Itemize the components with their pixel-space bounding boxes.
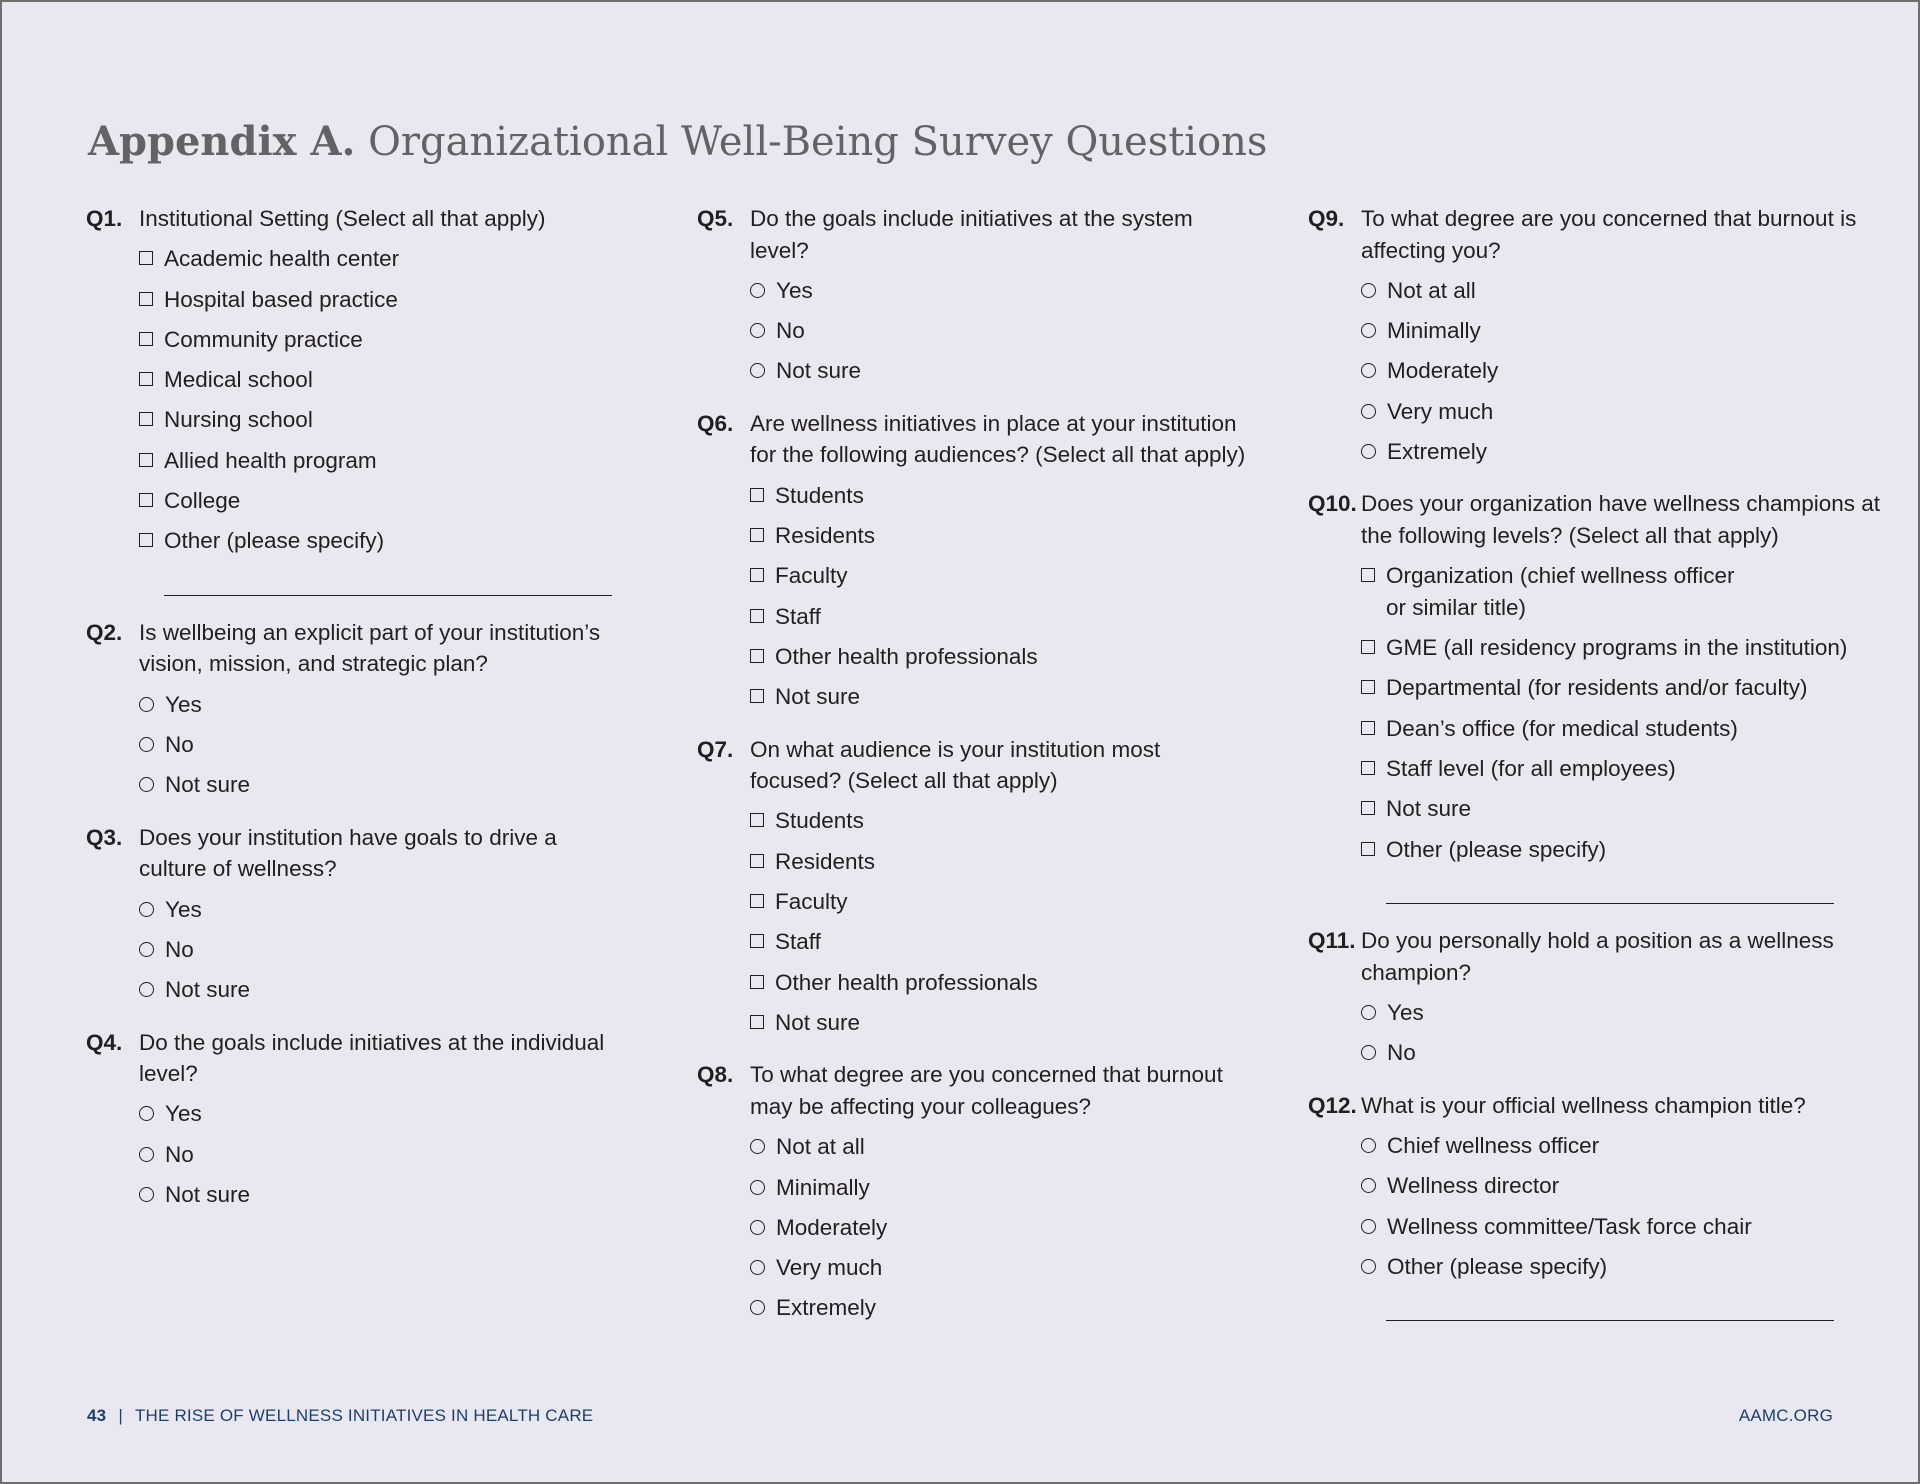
option-staff-level[interactable]: Staff level (for all employees) — [1361, 753, 1888, 785]
radio-icon[interactable] — [750, 1300, 765, 1315]
checkbox-icon[interactable] — [139, 251, 153, 265]
specify-answer-line[interactable] — [1386, 903, 1834, 904]
radio-icon[interactable] — [1361, 1005, 1376, 1020]
option-moderately[interactable]: Moderately — [1361, 355, 1888, 387]
checkbox-icon[interactable] — [1361, 721, 1375, 735]
question-text: Institutional Setting (Select all that apply) — [139, 206, 546, 231]
option-minimally[interactable]: Minimally — [750, 1172, 1257, 1204]
question-number: Q3. — [86, 824, 123, 850]
checkbox-icon[interactable] — [1361, 801, 1375, 815]
option-academic-health-center[interactable]: Academic health center — [139, 243, 626, 275]
radio-icon[interactable] — [139, 982, 154, 997]
question-text: Does your organization have wellness champions at the following levels? (Select all that apply) — [1361, 491, 1881, 548]
checkbox-icon[interactable] — [1361, 761, 1375, 775]
checkbox-icon[interactable] — [750, 894, 764, 908]
radio-icon[interactable] — [1361, 444, 1376, 459]
radio-icon[interactable] — [1361, 1138, 1376, 1153]
option-students[interactable]: Students — [750, 480, 1257, 512]
option-very-much[interactable]: Very much — [750, 1252, 1257, 1284]
option-moderately[interactable]: Moderately — [750, 1212, 1257, 1244]
title-appendix-label: Appendix A. — [88, 118, 356, 165]
question-number: Q5. — [697, 206, 734, 231]
option-no[interactable]: No — [139, 729, 626, 761]
question-q8 — [697, 1059, 1257, 1323]
option-staff[interactable]: Staff — [750, 601, 1257, 633]
column-1 — [86, 203, 626, 1232]
specify-answer-line[interactable] — [164, 595, 612, 596]
option-extremely[interactable]: Extremely — [750, 1292, 1257, 1324]
radio-icon[interactable] — [139, 902, 154, 917]
question-number: Q11. — [1308, 928, 1356, 954]
checkbox-icon[interactable] — [750, 649, 764, 663]
checkbox-icon[interactable] — [750, 813, 764, 827]
radio-icon[interactable] — [1361, 283, 1376, 298]
question-q2 — [86, 617, 626, 801]
option-yes[interactable]: Yes — [139, 1098, 626, 1130]
radio-icon[interactable] — [1361, 1045, 1376, 1060]
question-number: Q1. — [86, 206, 123, 231]
option-no[interactable]: No — [1361, 1037, 1888, 1069]
radio-icon[interactable] — [750, 363, 765, 378]
question-text: To what degree are you concerned that burnout may be affecting your colleagues? — [750, 1062, 1223, 1119]
question-text: Do the goals include initiatives at the individual level? — [139, 1029, 605, 1087]
option-medical-school[interactable]: Medical school — [139, 364, 626, 396]
option-nursing-school[interactable]: Nursing school — [139, 404, 626, 436]
option-hospital-based-practice[interactable]: Hospital based practice — [139, 284, 626, 316]
checkbox-icon[interactable] — [139, 493, 153, 507]
page-number: 43 — [87, 1406, 107, 1425]
radio-icon[interactable] — [139, 697, 154, 712]
footer-left — [87, 1406, 593, 1426]
radio-icon[interactable] — [750, 323, 765, 338]
question-q4 — [86, 1027, 626, 1211]
radio-icon[interactable] — [139, 1187, 154, 1202]
option-other[interactable]: Other (please specify) — [1361, 834, 1888, 866]
checkbox-icon[interactable] — [1361, 568, 1375, 582]
option-other[interactable]: Other (please specify) — [139, 525, 626, 557]
option-not-at-all[interactable]: Not at all — [1361, 275, 1888, 307]
option-extremely[interactable]: Extremely — [1361, 436, 1888, 468]
question-q9 — [1308, 203, 1888, 467]
option-other-health-professionals[interactable]: Other health professionals — [750, 641, 1257, 673]
question-text: To what degree are you concerned that burnout is affecting you? — [1361, 206, 1857, 263]
option-chief-wellness-officer[interactable]: Chief wellness officer — [1361, 1130, 1888, 1162]
checkbox-icon[interactable] — [139, 292, 153, 306]
question-number: Q7. — [697, 736, 734, 762]
option-faculty[interactable]: Faculty — [750, 560, 1257, 592]
radio-icon[interactable] — [1361, 1259, 1376, 1274]
footer-separator: | — [118, 1406, 123, 1425]
checkbox-icon[interactable] — [1361, 842, 1375, 856]
option-yes[interactable]: Yes — [750, 275, 1257, 307]
option-organization[interactable]: Organization (chief wellness officer or similar title) — [1361, 560, 1888, 623]
footer-site-link[interactable]: AAMC.ORG — [1738, 1406, 1833, 1425]
question-q11 — [1308, 925, 1888, 1069]
checkbox-icon[interactable] — [139, 412, 153, 426]
question-text: On what audience is your institution most focused? (Select all that apply) — [750, 736, 1161, 794]
checkbox-icon[interactable] — [750, 568, 764, 582]
option-students[interactable]: Students — [750, 805, 1257, 837]
option-yes[interactable]: Yes — [139, 894, 626, 926]
checkbox-icon[interactable] — [139, 332, 153, 346]
radio-icon[interactable] — [139, 737, 154, 752]
question-text: Is wellbeing an explicit part of your institution’s vision, mission, and strategic plan? — [139, 619, 601, 677]
checkbox-icon[interactable] — [750, 488, 764, 502]
option-not-at-all[interactable]: Not at all — [750, 1131, 1257, 1163]
question-number: Q9. — [1308, 206, 1345, 231]
option-wellness-director[interactable]: Wellness director — [1361, 1170, 1888, 1202]
question-number: Q4. — [86, 1029, 123, 1055]
checkbox-icon[interactable] — [1361, 680, 1375, 694]
option-not-sure[interactable]: Not sure — [139, 974, 626, 1006]
checkbox-icon[interactable] — [750, 1015, 764, 1029]
question-q1 — [86, 203, 626, 596]
column-2 — [697, 203, 1257, 1345]
option-yes[interactable]: Yes — [139, 689, 626, 721]
option-wellness-committee-chair[interactable]: Wellness committee/Task force chair — [1361, 1211, 1888, 1243]
checkbox-icon[interactable] — [750, 854, 764, 868]
radio-icon[interactable] — [1361, 1178, 1376, 1193]
radio-icon[interactable] — [1361, 1219, 1376, 1234]
option-gme[interactable]: GME (all residency programs in the institution) — [1361, 632, 1888, 664]
radio-icon[interactable] — [750, 1260, 765, 1275]
option-very-much[interactable]: Very much — [1361, 396, 1888, 428]
option-residents[interactable]: Residents — [750, 846, 1257, 878]
checkbox-icon[interactable] — [139, 372, 153, 386]
option-allied-health-program[interactable]: Allied health program — [139, 445, 626, 477]
radio-icon[interactable] — [1361, 323, 1376, 338]
question-q12 — [1308, 1090, 1888, 1322]
option-no[interactable]: No — [750, 315, 1257, 347]
radio-icon[interactable] — [139, 942, 154, 957]
question-number: Q10. — [1308, 491, 1357, 517]
title-text: Organizational Well-Being Survey Questions — [355, 119, 1268, 165]
question-number: Q2. — [86, 619, 123, 645]
question-text: Do you personally hold a position as a wellness champion? — [1361, 928, 1834, 985]
radio-icon[interactable] — [750, 1220, 765, 1235]
question-number: Q6. — [697, 410, 734, 436]
option-not-sure[interactable]: Not sure — [139, 1179, 626, 1211]
option-deans-office[interactable]: Dean’s office (for medical students) — [1361, 713, 1888, 745]
option-residents[interactable]: Residents — [750, 520, 1257, 552]
document-title: THE RISE OF WELLNESS INITIATIVES IN HEALTH CARE — [134, 1406, 594, 1425]
page-title — [88, 118, 1267, 165]
option-no[interactable]: No — [139, 934, 626, 966]
radio-icon[interactable] — [139, 1106, 154, 1121]
option-not-sure[interactable]: Not sure — [139, 769, 626, 801]
question-text: What is your official wellness champion title? — [1361, 1092, 1806, 1118]
question-q5 — [697, 203, 1257, 387]
question-text: Do the goals include initiatives at the system level? — [750, 206, 1193, 263]
checkbox-icon[interactable] — [750, 934, 764, 948]
checkbox-icon[interactable] — [139, 453, 153, 467]
option-other[interactable]: Other (please specify) — [1361, 1251, 1888, 1283]
option-not-sure[interactable]: Not sure — [750, 681, 1257, 713]
specify-answer-line[interactable] — [1386, 1320, 1834, 1321]
option-departmental[interactable]: Departmental (for residents and/or faculty) — [1361, 672, 1888, 704]
checkbox-icon[interactable] — [750, 528, 764, 542]
checkbox-icon[interactable] — [750, 609, 764, 623]
question-number: Q12. — [1308, 1092, 1357, 1118]
option-staff[interactable]: Staff — [750, 926, 1257, 958]
question-q3 — [86, 822, 626, 1006]
question-q7 — [697, 734, 1257, 1039]
question-text: Does your institution have goals to drive a culture of wellness? — [139, 824, 557, 882]
checkbox-icon[interactable] — [139, 533, 153, 547]
checkbox-icon[interactable] — [750, 975, 764, 989]
radio-icon[interactable] — [750, 283, 765, 298]
option-other-health-professionals[interactable]: Other health professionals — [750, 967, 1257, 999]
option-not-sure[interactable]: Not sure — [1361, 793, 1888, 825]
question-number: Q8. — [697, 1062, 734, 1088]
option-yes[interactable]: Yes — [1361, 997, 1888, 1029]
option-not-sure[interactable]: Not sure — [750, 1007, 1257, 1039]
radio-icon[interactable] — [139, 1147, 154, 1162]
question-text: Are wellness initiatives in place at your institution for the following audiences? (Select all that apply) — [750, 410, 1246, 468]
option-no[interactable]: No — [139, 1139, 626, 1171]
column-3 — [1308, 203, 1888, 1342]
checkbox-icon[interactable] — [750, 689, 764, 703]
option-community-practice[interactable]: Community practice — [139, 324, 626, 356]
radio-icon[interactable] — [750, 1139, 765, 1154]
radio-icon[interactable] — [750, 1180, 765, 1195]
radio-icon[interactable] — [139, 777, 154, 792]
option-faculty[interactable]: Faculty — [750, 886, 1257, 918]
radio-icon[interactable] — [1361, 404, 1376, 419]
question-q10 — [1308, 488, 1888, 904]
option-minimally[interactable]: Minimally — [1361, 315, 1888, 347]
option-not-sure[interactable]: Not sure — [750, 355, 1257, 387]
option-college[interactable]: College — [139, 485, 626, 517]
checkbox-icon[interactable] — [1361, 640, 1375, 654]
question-q6 — [697, 408, 1257, 713]
radio-icon[interactable] — [1361, 363, 1376, 378]
